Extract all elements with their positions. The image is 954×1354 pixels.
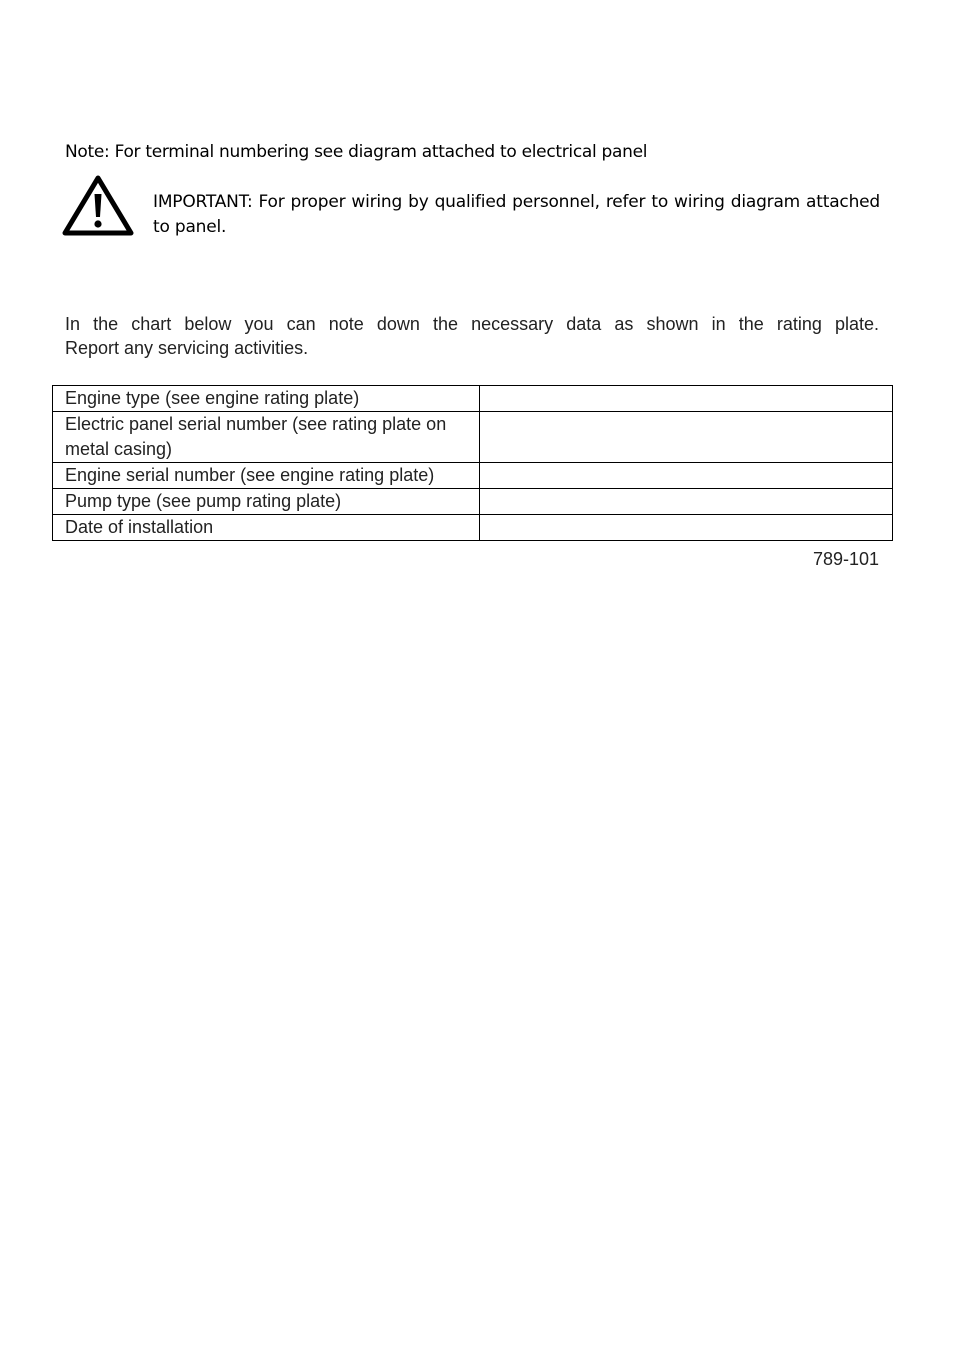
table-row xyxy=(53,412,893,463)
row-label: Pump type (see pump rating plate) xyxy=(53,489,480,515)
row-label: Electric panel serial number (see rating plate on metal casing) xyxy=(53,412,480,463)
table-row xyxy=(53,489,893,515)
terminal-numbering-note: Note: For terminal numbering see diagram attached to electrical panel xyxy=(65,142,648,162)
row-value-field[interactable] xyxy=(480,386,893,412)
rating-data-table xyxy=(52,385,893,541)
important-warning xyxy=(62,174,880,240)
row-value-field[interactable] xyxy=(480,489,893,515)
row-value-field[interactable] xyxy=(480,412,893,463)
warning-text: IMPORTANT: For proper wiring by qualified personnel, refer to wiring diagram attached to panel. xyxy=(153,192,880,237)
warning-triangle-icon xyxy=(62,174,134,236)
table-row xyxy=(53,463,893,489)
table-row xyxy=(53,386,893,412)
document-code: 789-101 xyxy=(812,549,879,569)
table-row xyxy=(53,515,893,541)
intro-paragraph xyxy=(65,312,879,360)
row-value-field[interactable] xyxy=(480,463,893,489)
row-label: Engine serial number (see engine rating plate) xyxy=(53,463,480,489)
row-value-field[interactable] xyxy=(480,515,893,541)
row-label: Engine type (see engine rating plate) xyxy=(53,386,480,412)
intro-line-2: Report any servicing activities. xyxy=(65,338,309,358)
intro-line-1: In the chart below you can note down the necessary data as shown in the rating plate. xyxy=(65,314,879,334)
row-label: Date of installation xyxy=(53,515,480,541)
